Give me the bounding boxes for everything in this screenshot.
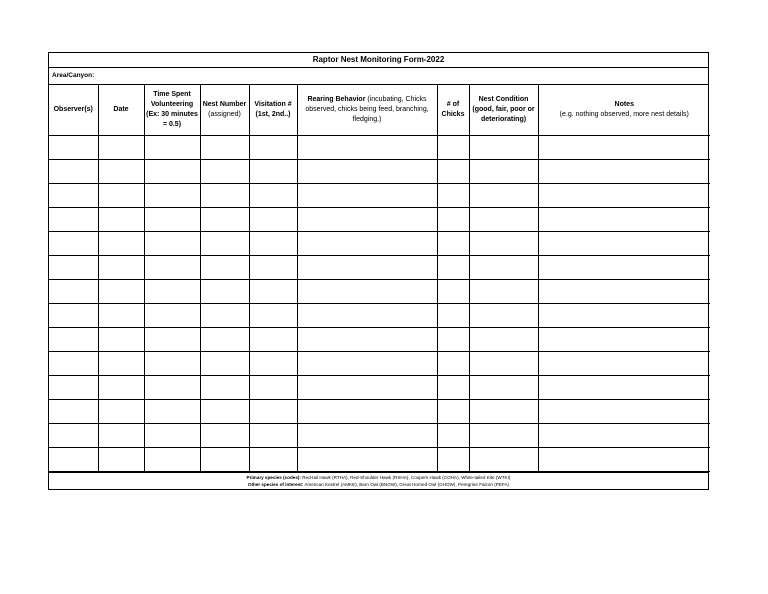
entry-cell[interactable]: [249, 424, 297, 448]
table-row: [49, 184, 710, 208]
entry-cell[interactable]: [469, 376, 538, 400]
entry-cell[interactable]: [469, 160, 538, 184]
entry-cell[interactable]: [469, 328, 538, 352]
entry-cell[interactable]: [249, 448, 297, 472]
entry-cell[interactable]: [49, 328, 98, 352]
entry-cell[interactable]: [249, 376, 297, 400]
entry-cell[interactable]: [249, 352, 297, 376]
entry-cell[interactable]: [98, 160, 144, 184]
other-species-line: Other species of interest: American Kestrel (AMKE), Barn Owl (BNOW), Great Horned Owl (GHOW), Peregrine Falcon (PEFA): [247, 482, 510, 487]
entry-cell[interactable]: [538, 160, 710, 184]
table-row: [49, 232, 710, 256]
col-header-rearing-behavior: Rearing Behavior (incubating, Chicks observed, chicks being feed, branching, fledging.): [297, 85, 437, 136]
entry-cell[interactable]: [200, 304, 249, 328]
entry-cell[interactable]: [297, 184, 437, 208]
entry-cell[interactable]: [297, 328, 437, 352]
table-row: [49, 256, 710, 280]
entry-cell[interactable]: [437, 376, 469, 400]
entry-cell[interactable]: [200, 280, 249, 304]
entry-cell[interactable]: [297, 136, 437, 160]
table-row: [49, 400, 710, 424]
entry-cell[interactable]: [469, 208, 538, 232]
entry-cell[interactable]: [144, 232, 200, 256]
entry-cell[interactable]: [144, 184, 200, 208]
table-row: [49, 424, 710, 448]
entry-cell[interactable]: [144, 256, 200, 280]
entry-cell[interactable]: [144, 376, 200, 400]
entry-cell[interactable]: [249, 256, 297, 280]
primary-species-line: Primary species (codes): Red-tail Hawk (RTHA), Red-Shoulder Hawk (RSHA), Coopers Hawk (COHA), White-tailed Kite (WTKI): [246, 475, 511, 480]
entry-cell[interactable]: [200, 376, 249, 400]
table-row: [49, 280, 710, 304]
entry-cell[interactable]: [437, 208, 469, 232]
entry-cell[interactable]: [437, 448, 469, 472]
entry-cell[interactable]: [98, 232, 144, 256]
entry-cell[interactable]: [49, 304, 98, 328]
col-header-observer: Observer(s): [49, 85, 98, 136]
table-row: [49, 136, 710, 160]
entry-cell[interactable]: [469, 448, 538, 472]
entry-cell[interactable]: [49, 376, 98, 400]
entry-cell[interactable]: [98, 376, 144, 400]
entry-cell[interactable]: [469, 400, 538, 424]
entry-cell[interactable]: [98, 184, 144, 208]
entry-cell[interactable]: [297, 208, 437, 232]
entry-cell[interactable]: [49, 256, 98, 280]
entry-cell[interactable]: [49, 448, 98, 472]
entry-cell[interactable]: [538, 448, 710, 472]
entry-cell[interactable]: [98, 352, 144, 376]
entry-cell[interactable]: [297, 256, 437, 280]
entry-cell[interactable]: [144, 352, 200, 376]
col-header-visitation: Visitation # (1st, 2nd..): [249, 85, 297, 136]
table-row: [49, 376, 710, 400]
area-canyon-field[interactable]: [49, 68, 708, 85]
entry-cell[interactable]: [437, 136, 469, 160]
monitoring-form: [48, 52, 709, 490]
entry-cell[interactable]: [98, 304, 144, 328]
entry-cell[interactable]: [538, 232, 710, 256]
entry-cell[interactable]: [49, 400, 98, 424]
entry-cell[interactable]: [249, 400, 297, 424]
entry-cell[interactable]: [144, 280, 200, 304]
entry-cell[interactable]: [469, 184, 538, 208]
entry-cell[interactable]: [437, 232, 469, 256]
entry-cell[interactable]: [297, 424, 437, 448]
entry-cell[interactable]: [469, 232, 538, 256]
entry-cell[interactable]: [98, 328, 144, 352]
entry-cell[interactable]: [49, 352, 98, 376]
entry-cell[interactable]: [144, 328, 200, 352]
entry-cell[interactable]: [98, 256, 144, 280]
entry-cell[interactable]: [538, 352, 710, 376]
entry-cell[interactable]: [469, 304, 538, 328]
entry-cell[interactable]: [98, 136, 144, 160]
entry-cell[interactable]: [538, 256, 710, 280]
entry-cell[interactable]: [98, 208, 144, 232]
col-header-nest-number: Nest Number (assigned): [200, 85, 249, 136]
entry-cell[interactable]: [98, 400, 144, 424]
entry-cell[interactable]: [538, 280, 710, 304]
entry-cell[interactable]: [297, 448, 437, 472]
entry-cell[interactable]: [200, 448, 249, 472]
entry-cell[interactable]: [437, 160, 469, 184]
col-header-notes: Notes (e.g. nothing observed, more nest details): [538, 85, 710, 136]
entry-cell[interactable]: [437, 352, 469, 376]
entry-cell[interactable]: [437, 424, 469, 448]
species-legend: [49, 472, 708, 489]
entry-cell[interactable]: [437, 280, 469, 304]
entry-cell[interactable]: [469, 136, 538, 160]
entry-cell[interactable]: [297, 304, 437, 328]
entry-cell[interactable]: [538, 424, 710, 448]
entry-cell[interactable]: [297, 280, 437, 304]
entry-cell[interactable]: [200, 232, 249, 256]
table-row: [49, 352, 710, 376]
entry-cell[interactable]: [249, 280, 297, 304]
observation-table: [49, 85, 710, 472]
entry-cell[interactable]: [144, 136, 200, 160]
table-row: [49, 448, 710, 472]
entry-cell[interactable]: [49, 232, 98, 256]
entry-cell[interactable]: [249, 232, 297, 256]
entry-cell[interactable]: [144, 424, 200, 448]
entry-cell[interactable]: [297, 232, 437, 256]
form-title: Raptor Nest Monitoring Form-2022: [49, 53, 708, 68]
entry-cell[interactable]: [200, 400, 249, 424]
entry-cell[interactable]: [297, 352, 437, 376]
entry-cell[interactable]: [249, 208, 297, 232]
entry-cell[interactable]: [469, 256, 538, 280]
col-header-nest-condition: Nest Condition (good, fair, poor or deteriorating): [469, 85, 538, 136]
table-row: [49, 208, 710, 232]
entry-cell[interactable]: [49, 424, 98, 448]
entry-cell[interactable]: [144, 208, 200, 232]
entry-cell[interactable]: [200, 184, 249, 208]
entry-cell[interactable]: [200, 160, 249, 184]
entry-cell[interactable]: [49, 160, 98, 184]
table-row: [49, 328, 710, 352]
entry-cell[interactable]: [98, 424, 144, 448]
entry-cell[interactable]: [49, 280, 98, 304]
entry-cell[interactable]: [144, 160, 200, 184]
entry-cell[interactable]: [437, 328, 469, 352]
entry-cell[interactable]: [538, 304, 710, 328]
entry-cell[interactable]: [249, 328, 297, 352]
area-canyon-label: Area/Canyon:: [52, 72, 95, 79]
entry-cell[interactable]: [297, 400, 437, 424]
entry-cell[interactable]: [538, 136, 710, 160]
entry-cell[interactable]: [469, 424, 538, 448]
entry-cell[interactable]: [144, 400, 200, 424]
entry-cell[interactable]: [437, 400, 469, 424]
entry-cell[interactable]: [144, 304, 200, 328]
entry-cell[interactable]: [200, 256, 249, 280]
entry-cell[interactable]: [249, 160, 297, 184]
entry-cell[interactable]: [437, 304, 469, 328]
entry-cell[interactable]: [297, 376, 437, 400]
entry-cell[interactable]: [469, 352, 538, 376]
entry-cell[interactable]: [200, 424, 249, 448]
entry-cell[interactable]: [538, 328, 710, 352]
entry-cell[interactable]: [538, 376, 710, 400]
entry-cell[interactable]: [200, 352, 249, 376]
col-header-date: Date: [98, 85, 144, 136]
col-header-time-spent: Time Spent Volunteering (Ex: 30 minutes = 0.5): [144, 85, 200, 136]
col-header-chicks: # of Chicks: [437, 85, 469, 136]
header-row: [49, 85, 710, 136]
entry-cell[interactable]: [49, 184, 98, 208]
entry-cell[interactable]: [98, 448, 144, 472]
entry-cell[interactable]: [538, 400, 710, 424]
entry-cell[interactable]: [538, 208, 710, 232]
entry-cell[interactable]: [200, 208, 249, 232]
entry-cell[interactable]: [144, 448, 200, 472]
entry-cell[interactable]: [249, 136, 297, 160]
entry-cell[interactable]: [249, 304, 297, 328]
entry-cell[interactable]: [469, 280, 538, 304]
table-row: [49, 160, 710, 184]
entry-cell[interactable]: [200, 136, 249, 160]
entry-cell[interactable]: [49, 208, 98, 232]
entry-cell[interactable]: [538, 184, 710, 208]
entry-cell[interactable]: [437, 256, 469, 280]
entry-cell[interactable]: [200, 328, 249, 352]
entry-cell[interactable]: [98, 280, 144, 304]
table-row: [49, 304, 710, 328]
entry-cell[interactable]: [437, 184, 469, 208]
entry-cell[interactable]: [49, 136, 98, 160]
entry-cell[interactable]: [249, 184, 297, 208]
entry-cell[interactable]: [297, 160, 437, 184]
